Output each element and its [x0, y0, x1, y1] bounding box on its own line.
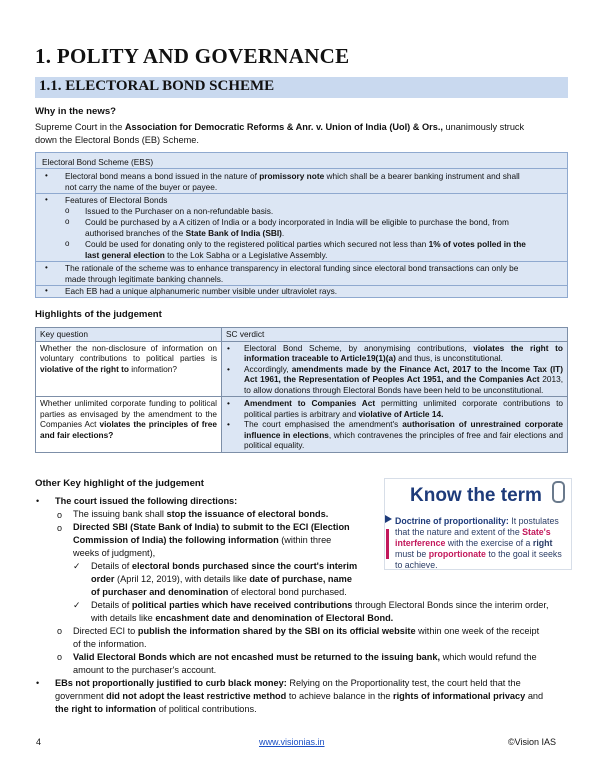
- list-item: amount to the purchaser's account.: [73, 665, 217, 675]
- eb-line: Could be used for donating only to the registered political parties which secured not less than 1% of votes polled in the: [85, 239, 526, 249]
- bullet: o: [57, 523, 63, 533]
- list-item: The court issued the following directions:: [55, 496, 238, 506]
- col-key-question: Key question: [36, 328, 222, 342]
- checkmark-icon: ✓: [73, 561, 81, 571]
- list-item: weeks of judgment),: [73, 548, 156, 558]
- bullet: o: [65, 239, 70, 248]
- sc-verdict-cell: [222, 341, 568, 397]
- bullet: •: [45, 171, 48, 180]
- eb-line: Issued to the Purchaser on a non-refundable basis.: [85, 206, 274, 216]
- bullet: o: [65, 217, 70, 226]
- checkmark-icon: ✓: [73, 600, 81, 610]
- list-item: Details of electoral bonds purchased since the court's interim: [91, 561, 358, 571]
- bullet: o: [65, 206, 70, 215]
- verdict-point: • Amendment to Companies Act permitting unlimited corporate contributions to political parties is arbitrary and violative of Article 14.: [227, 398, 563, 419]
- divider: [36, 168, 567, 169]
- bullet: •: [36, 678, 40, 688]
- eb-line: Features of Electoral Bonds: [65, 195, 168, 205]
- list-item: of the information.: [73, 639, 147, 649]
- list-item: Directed SBI (State Bank of India) to submit to the ECI (Election: [73, 522, 350, 532]
- list-item: Details of political parties which have received contributions through Electoral Bonds since the interim order,: [91, 600, 549, 610]
- eb-box-title: Electoral Bond Scheme (EBS): [42, 157, 154, 167]
- know-the-term-box: [384, 478, 572, 570]
- table-row: [36, 341, 568, 397]
- bullet: o: [57, 626, 63, 636]
- eb-line: not carry the name of the buyer or payee.: [65, 182, 218, 192]
- table-header-row: [36, 328, 568, 342]
- eb-line: The rationale of the scheme was to enhance transparency in electoral funding since electoral bond transactions can only be: [65, 263, 519, 273]
- eb-line: Each EB had a unique alphanumeric number visible under ultraviolet rays.: [65, 286, 338, 296]
- divider: [36, 261, 567, 262]
- col-sc-verdict: SC verdict: [222, 328, 568, 342]
- verdict-point: • Accordingly, amendments made by the Finance Act, 2017 to the Income Tax (IT) Act 1961, the Representation of Peoples Act 1951, and the Companies Act 2013, to allow donations through Electoral Bonds have been held to be unconstitutional.: [227, 363, 563, 395]
- list-item: government did not adopt the least restrictive method to achieve balance in the rights of informational privacy and: [55, 691, 544, 701]
- eb-line: authorised branches of the State Bank of India (SBI).: [85, 228, 285, 238]
- list-item: order (April 12, 2019), with details like date of purchase, name: [91, 574, 352, 584]
- list-item: EBs not proportionally justified to curb black money: Relying on the Proportionality test, the court held that the: [55, 678, 521, 688]
- list-item: Commission of India) the following information (within three: [73, 535, 332, 545]
- judgement-table: [35, 327, 568, 453]
- why-heading: Why in the news?: [35, 106, 117, 117]
- eb-scheme-box: [35, 152, 568, 298]
- key-question-cell: Whether unlimited corporate funding to political parties as envisaged by the amendment to the Companies Act violates the principles of free and fair elections?: [36, 397, 222, 453]
- page-number: 4: [36, 737, 42, 747]
- table-row: [36, 397, 568, 453]
- copyright: ©Vision IAS: [508, 737, 556, 747]
- highlights-heading: Highlights of the judgement: [35, 309, 162, 320]
- footer-link[interactable]: www.visionias.in: [259, 737, 325, 747]
- decoration-icon: [385, 509, 393, 564]
- bullet: •: [45, 286, 48, 295]
- chapter-title: 1. POLITY AND GOVERNANCE: [35, 44, 350, 68]
- key-question-cell: Whether the non-disclosure of information on voluntary contributions to political parties is violative of the right to information?: [36, 341, 222, 397]
- list-item: the right to information of political contributions.: [55, 704, 257, 714]
- eb-line: Electoral bond means a bond issued in the nature of promissory note which shall be a bearer banking instrument and shall: [65, 171, 520, 181]
- list-item: The issuing bank shall stop the issuance of electoral bonds.: [73, 509, 329, 519]
- bullet: •: [45, 195, 48, 204]
- why-paragraph: Supreme Court in the Association for Democratic Reforms & Anr. v. Union of India (UoI) & Ors., unanimously struck down the Electoral Bonds (EB) Scheme.: [35, 122, 525, 145]
- bullet: o: [57, 652, 63, 662]
- list-item: Directed ECI to publish the information shared by the SBI on its official website within one week of the receipt: [73, 626, 540, 636]
- bullet: •: [45, 263, 48, 272]
- sc-verdict-cell: [222, 397, 568, 453]
- eb-line: Could be purchased by a A citizen of India or a body incorporated in India will be eligible to purchase the bond, from: [85, 217, 509, 227]
- verdict-point: • Electoral Bond Scheme, by anonymising contributions, violates the right to information traceable to Article19(1)(a) and thus, is unconstitutional.: [227, 342, 564, 363]
- list-item: with details like encashment date and denomination of Electoral Bond.: [91, 613, 394, 623]
- section-title-bar: [35, 77, 568, 98]
- know-the-term-body: Doctrine of proportionality: It postulates that the nature and extent of the State's interference with the exercise of a right must be proportionate to the goal it seeks to achieve.: [395, 516, 562, 570]
- know-the-term-heading: Know the term: [410, 485, 542, 506]
- list-item: of purchaser and denomination of electoral bond purchased.: [91, 587, 347, 597]
- verdict-point: • The court emphasised the amendment's authorisation of unrestrained corporate influence in elections, which contravenes the principles of free and fair elections and political equality.: [227, 419, 563, 450]
- list-item: Valid Electoral Bonds which are not encashed must be returned to the issuing bank, which would refund the: [73, 652, 537, 662]
- section-title: 1.1. ELECTORAL BOND SCHEME: [39, 78, 275, 94]
- bullet: o: [57, 510, 63, 520]
- other-highlights-heading: Other Key highlight of the judgement: [35, 478, 204, 489]
- divider: [36, 193, 567, 194]
- bullet: •: [36, 496, 40, 506]
- paperclip-icon: [552, 481, 565, 503]
- eb-line: made through legitimate banking channels.: [65, 274, 224, 284]
- eb-line: last general election to the Lok Sabha or a Legislative Assembly.: [85, 250, 328, 260]
